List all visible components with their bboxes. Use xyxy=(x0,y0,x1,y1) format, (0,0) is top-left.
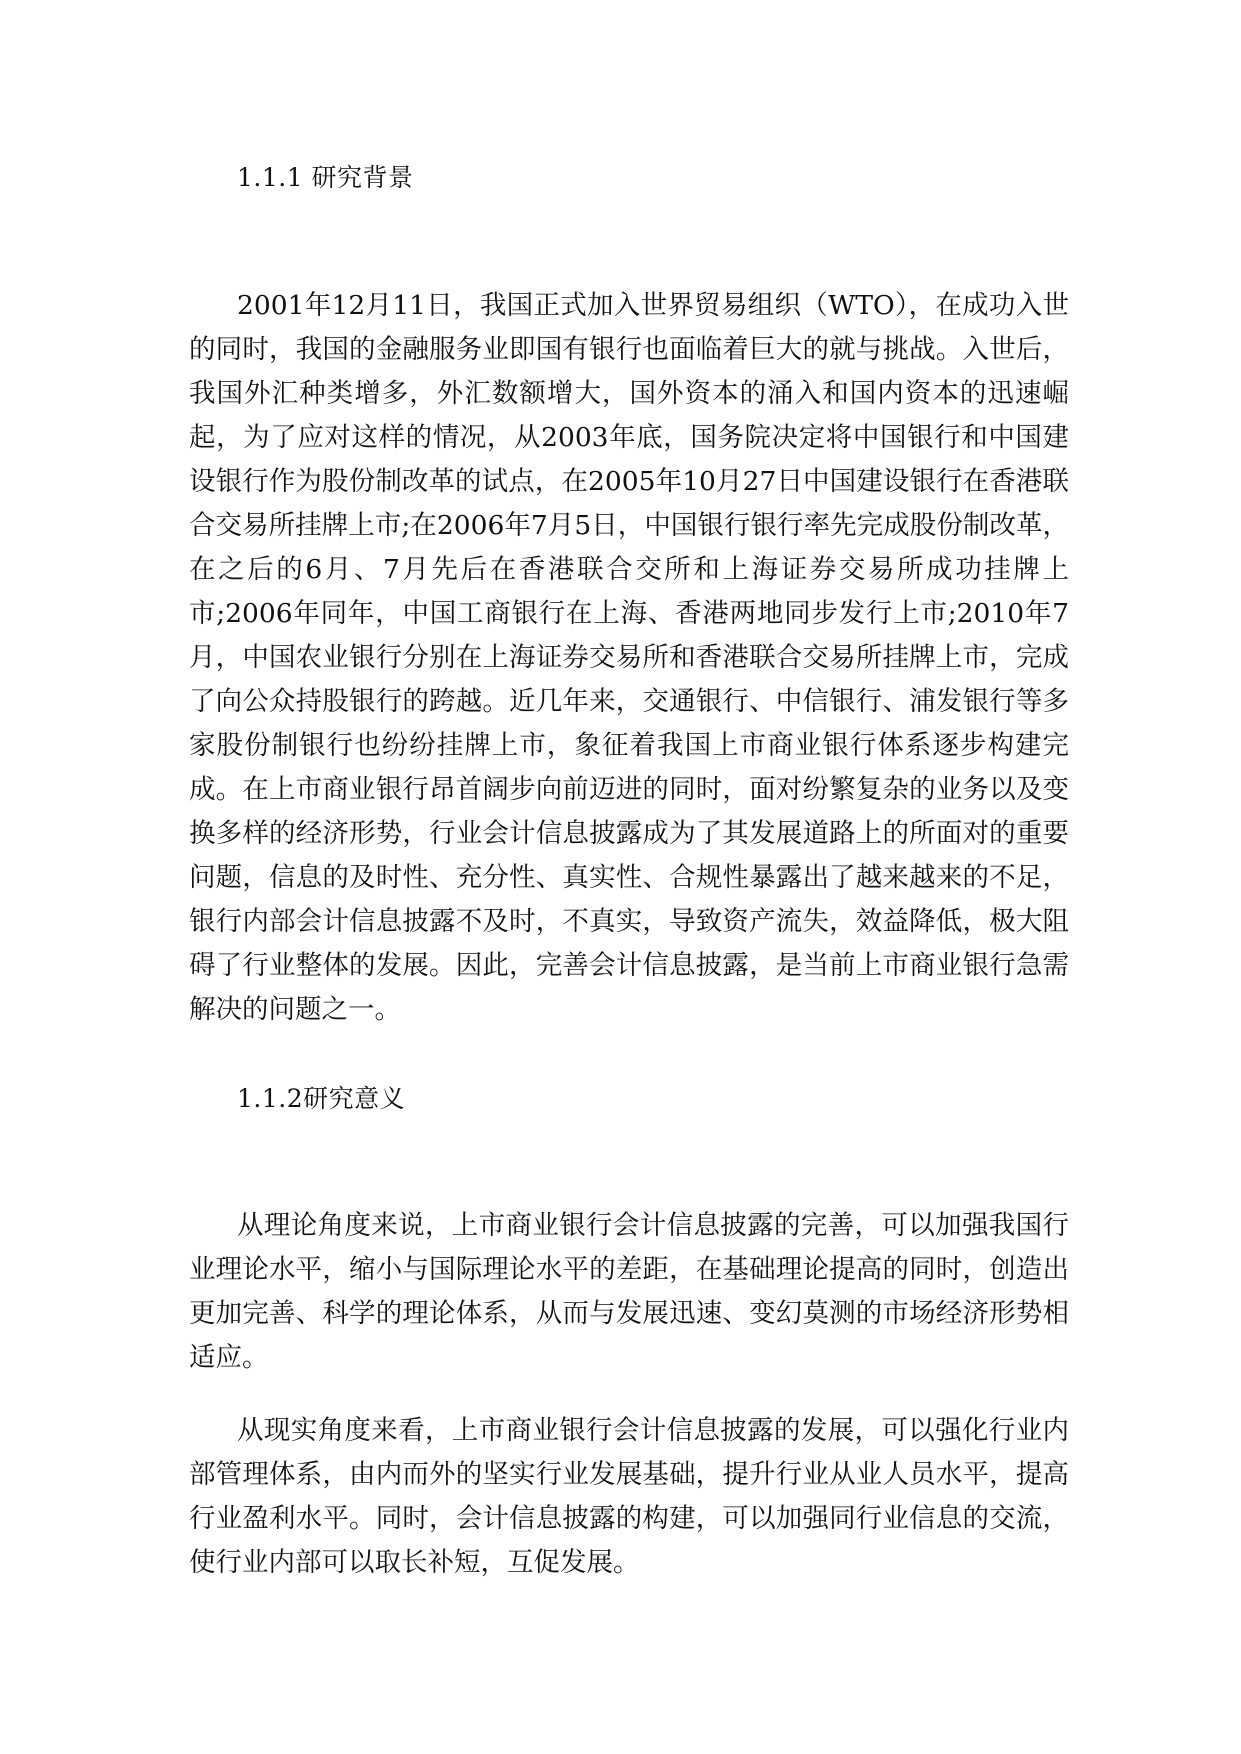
section-heading-research-significance: 1.1.2研究意义 xyxy=(237,1084,406,1113)
paragraph-research-background: 2001年12月11日，我国正式加入世界贸易组织（WTO），在成功入世的同时，我国的金融服务业即国有银行也面临着巨大的就与挑战。入世后，我国外汇种类增多，外汇数额增大，国外资本的涌入和国内资本的迅速崛起，为了应对这样的情况，从2003年底，国务院决定将中国银行和中国建设银行作为股份制改革的试点，在2005年10月27日中国建设银行在香港联合交易所挂牌上市;在2006年7月5日，中国银行银行率先完成股份制改革，在之后的6月、7月先后在香港联合交所和上海证券交易所成功挂牌上市;2006年同年，中国工商银行在上海、香港两地同步发行上市;2010年7月，中国农业银行分别在上海证券交易所和香港联合交易所挂牌上市，完成了向公众持股银行的跨越。近几年来，交通银行、中信银行、浦发银行等多家股份制银行也纷纷挂牌上市，象征着我国上市商业银行体系逐步构建完成。在上市商业银行昂首阔步向前迈进的同时，面对纷繁复杂的业务以及变换多样的经济形势，行业会计信息披露成为了其发展道路上的所面对的重要问题，信息的及时性、充分性、真实性、合规性暴露出了越来越来的不足，银行内部会计信息披露不及时，不真实，导致资产流失，效益降低，极大阻碍了行业整体的发展。因此，完善会计信息披露，是当前上市商业银行急需解决的问题之一。 xyxy=(189,290,1069,1025)
paragraph-practical-significance: 从现实角度来看，上市商业银行会计信息披露的发展，可以强化行业内部管理体系，由内而外的坚实行业发展基础，提升行业从业人员水平，提高行业盈利水平。同时，会计信息披露的构建，可以加强同行业信息的交流，使行业内部可以取长补短，互促发展。 xyxy=(189,1415,1069,1578)
paragraph-theoretical-significance: 从理论角度来说，上市商业银行会计信息披露的完善，可以加强我国行业理论水平，缩小与国际理论水平的差距，在基础理论提高的同时，创造出更加完善、科学的理论体系，从而与发展迅速、变幻莫测的市场经济形势相适应。 xyxy=(189,1210,1069,1373)
section-heading-research-background: 1.1.1 研究背景 xyxy=(237,163,414,192)
